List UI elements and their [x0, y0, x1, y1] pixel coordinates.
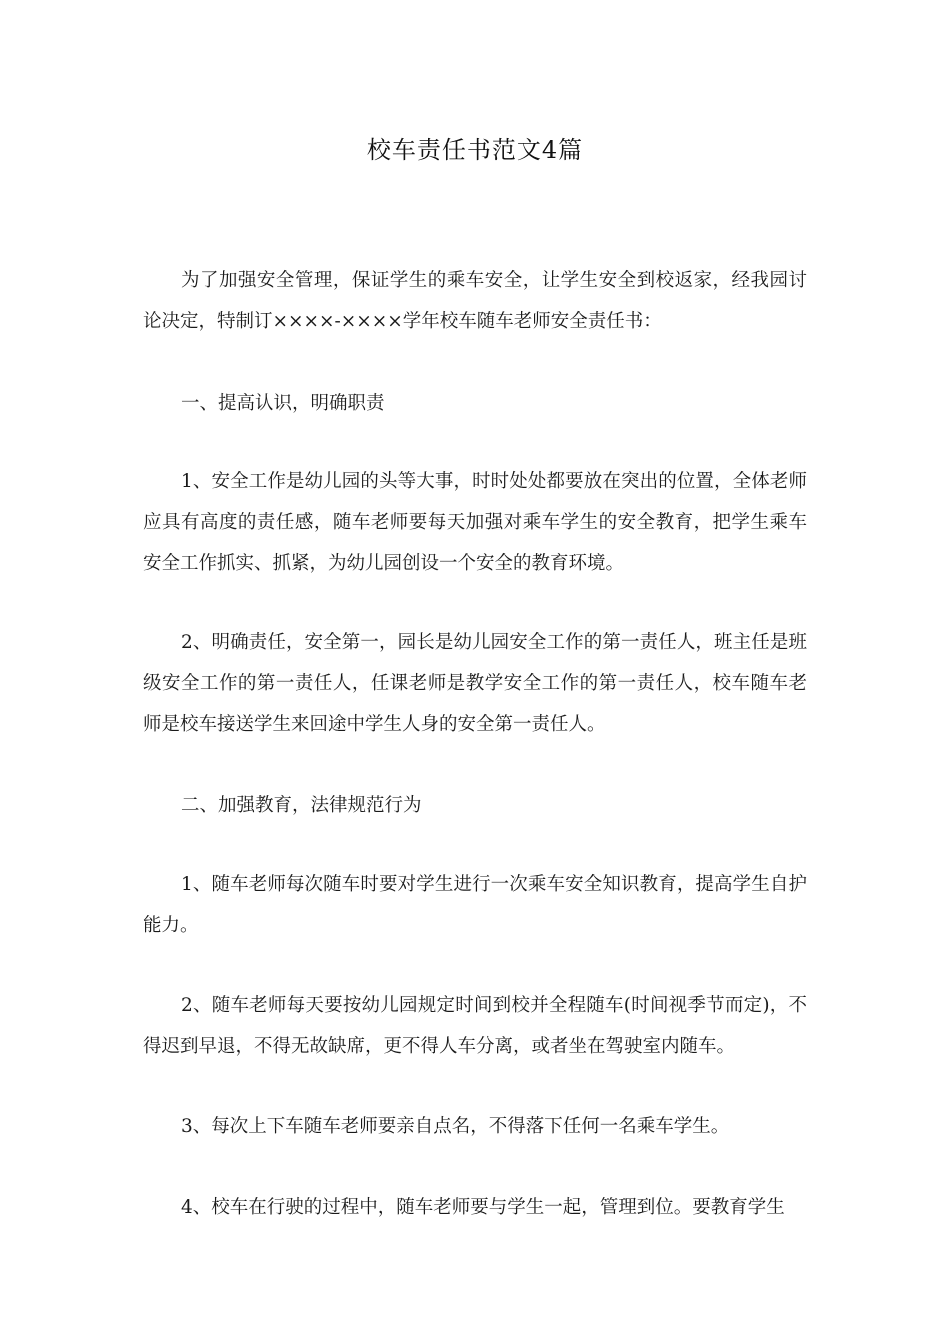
- document-title: 校车责任书范文4篇: [366, 136, 584, 164]
- section-heading-1: 一、提高认识，明确职责: [181, 393, 385, 414]
- section-heading-2: 二、加强教育，法律规范行为: [181, 795, 422, 816]
- section-1-item-1: 1、安全工作是幼儿园的头等大事，时时处处都要放在突出的位置，全体老师应具有高度的责任感，随车老师要每天加强对乘车学生的安全教育，把学生乘车安全工作抓实、抓紧，为幼儿园创设一个安全的教育环境。: [143, 471, 807, 574]
- section-1-item-2: 2、明确责任，安全第一，园长是幼儿园安全工作的第一责任人，班主任是班级安全工作的第一责任人，任课老师是教学安全工作的第一责任人，校车随车老师是校车接送学生来回途中学生人身的安全第一责任人。: [143, 632, 807, 735]
- section-2-item-4: 4、校车在行驶的过程中，随车老师要与学生一起，管理到位。要教育学生: [181, 1197, 785, 1218]
- section-2-item-2: 2、随车老师每天要按幼儿园规定时间到校并全程随车(时间视季节而定)，不得迟到早退，不得无故缺席，更不得人车分离，或者坐在驾驶室内随车。: [143, 995, 807, 1057]
- section-2-item-1: 1、随车老师每次随车时要对学生进行一次乘车安全知识教育，提高学生自护能力。: [143, 874, 807, 936]
- section-2-item-3: 3、每次上下车随车老师要亲自点名，不得落下任何一名乘车学生。: [181, 1116, 730, 1137]
- intro-paragraph: 为了加强安全管理，保证学生的乘车安全，让学生安全到校返家，经我园讨论决定，特制订××××-××××学年校车随车老师安全责任书：: [143, 270, 807, 332]
